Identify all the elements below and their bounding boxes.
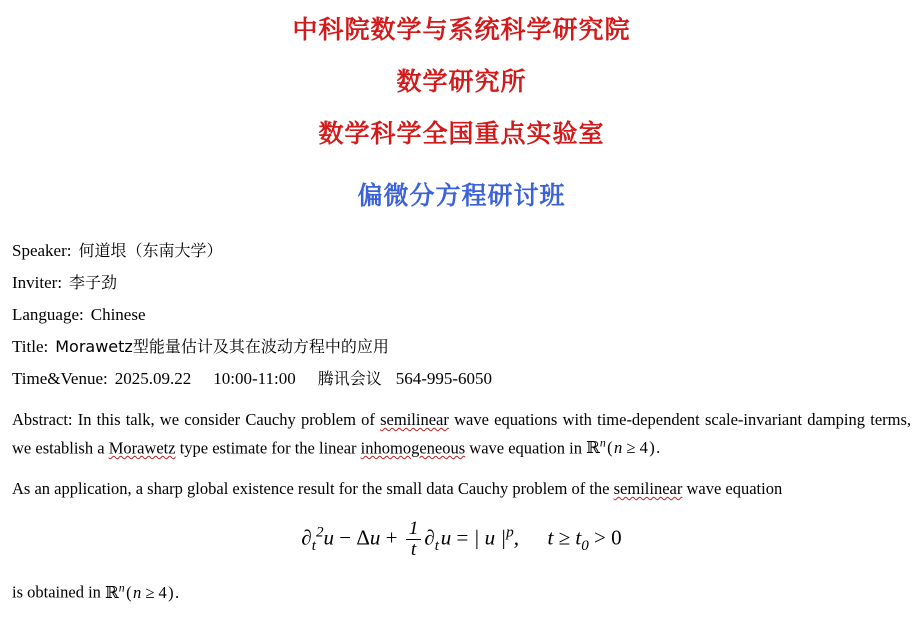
eq-laplacian: Δ [356,525,370,550]
eq-comma: , [513,525,519,550]
display-equation [12,519,911,561]
eq-fraction [406,519,422,561]
misspelled-word-semilinear-1: semilinear [380,410,449,429]
talk-time-range: 10:00-11:00 [213,369,296,388]
eq-plus: + [385,525,398,550]
abstract-paragraph-3 [12,578,911,606]
speaker-label: Speaker: [12,241,72,260]
eq-u1: u [323,525,335,550]
language-row [12,306,911,323]
misspelled-word-morawetz: Morawetz [108,438,176,458]
language-label: Language: [12,305,84,324]
talk-date: 2025.09.22 [114,369,192,388]
eq-abs-u: | u | [473,525,507,550]
abstract-label: Abstract: [12,410,73,429]
header-block [12,18,911,212]
misspelled-word-inhomogeneous: inhomogeneous [360,438,466,458]
time-venue-row [12,370,911,387]
title-value: Morawetz型能量估计及其在波动方程中的应用 [55,337,389,356]
eq-u2: u [369,525,381,550]
institute-title-line-3: 数学科学全国重点实验室 [318,121,605,148]
time-venue-label: Time&Venue: [12,369,108,388]
institute-title-line-2: 数学研究所 [396,69,527,96]
abstract-paragraph-2 [12,476,911,503]
speaker-value: 何道垠（东南大学） [78,241,223,260]
eq-cond-t0-sub: 0 [581,537,589,554]
inviter-value: 李子劲 [69,273,118,292]
seminar-title: 偏微分方程研讨班 [357,183,566,210]
eq-cond-ge: ≥ [558,525,571,550]
eq-cond-zero: 0 [611,525,622,550]
eq-dt2: ∂ [301,525,312,550]
eq-dt: ∂ [424,525,435,550]
abstract-text-2a: As an application, a sharp global existence result for the small data Cauchy problem of the [12,478,610,498]
title-row [12,338,911,355]
abstract-text-1a: In this talk, we consider Cauchy problem of [77,410,375,429]
abstract-text-1b: wave equations with time-dependent scale-invariant damping terms, we establish a [12,410,912,458]
eq-fraction-denominator: t [410,538,417,560]
eq-power-p: p [506,524,514,541]
title-label: Title: [12,337,49,356]
abstract-text-2b: wave equation [686,478,783,498]
inviter-label: Inviter: [12,273,63,292]
meeting-id: 564-995-6050 [395,369,493,388]
eq-dt-sub: t [434,537,439,554]
abstract-text-3a: is obtained in [12,582,101,602]
eq-minus: − [339,525,352,550]
abstract-text-1d: wave equation in [469,438,583,458]
abstract-paragraph-1 [12,407,911,462]
eq-cond-gt: > [594,525,606,550]
eq-cond-t: t [547,525,554,550]
misspelled-word-semilinear-2: semilinear [613,478,683,498]
math-inline-rn-1: ℝ$^n$ ( n ≥ 4 ) . [586,435,661,458]
abstract-block [12,407,911,606]
eq-cond-t0: t [575,525,582,550]
eq-dt2-sup: 2 [315,524,324,541]
eq-fraction-numerator: 1 [406,519,422,540]
speaker-row [12,242,911,259]
inviter-row [12,274,911,291]
talk-metadata [12,242,911,387]
math-inline-rn-2: ℝ$^n$ ( n ≥ 4 ) . [105,580,180,602]
language-value: Chinese [90,305,146,324]
eq-u3: u [440,525,452,550]
institute-title-line-1: 中科院数学与系统科学研究院 [292,17,631,44]
eq-equals: = [456,525,469,550]
abstract-text-1c: type estimate for the linear [179,438,357,458]
venue-platform: 腾讯会议 [317,369,382,388]
eq-dt2-sub: t [311,537,316,554]
